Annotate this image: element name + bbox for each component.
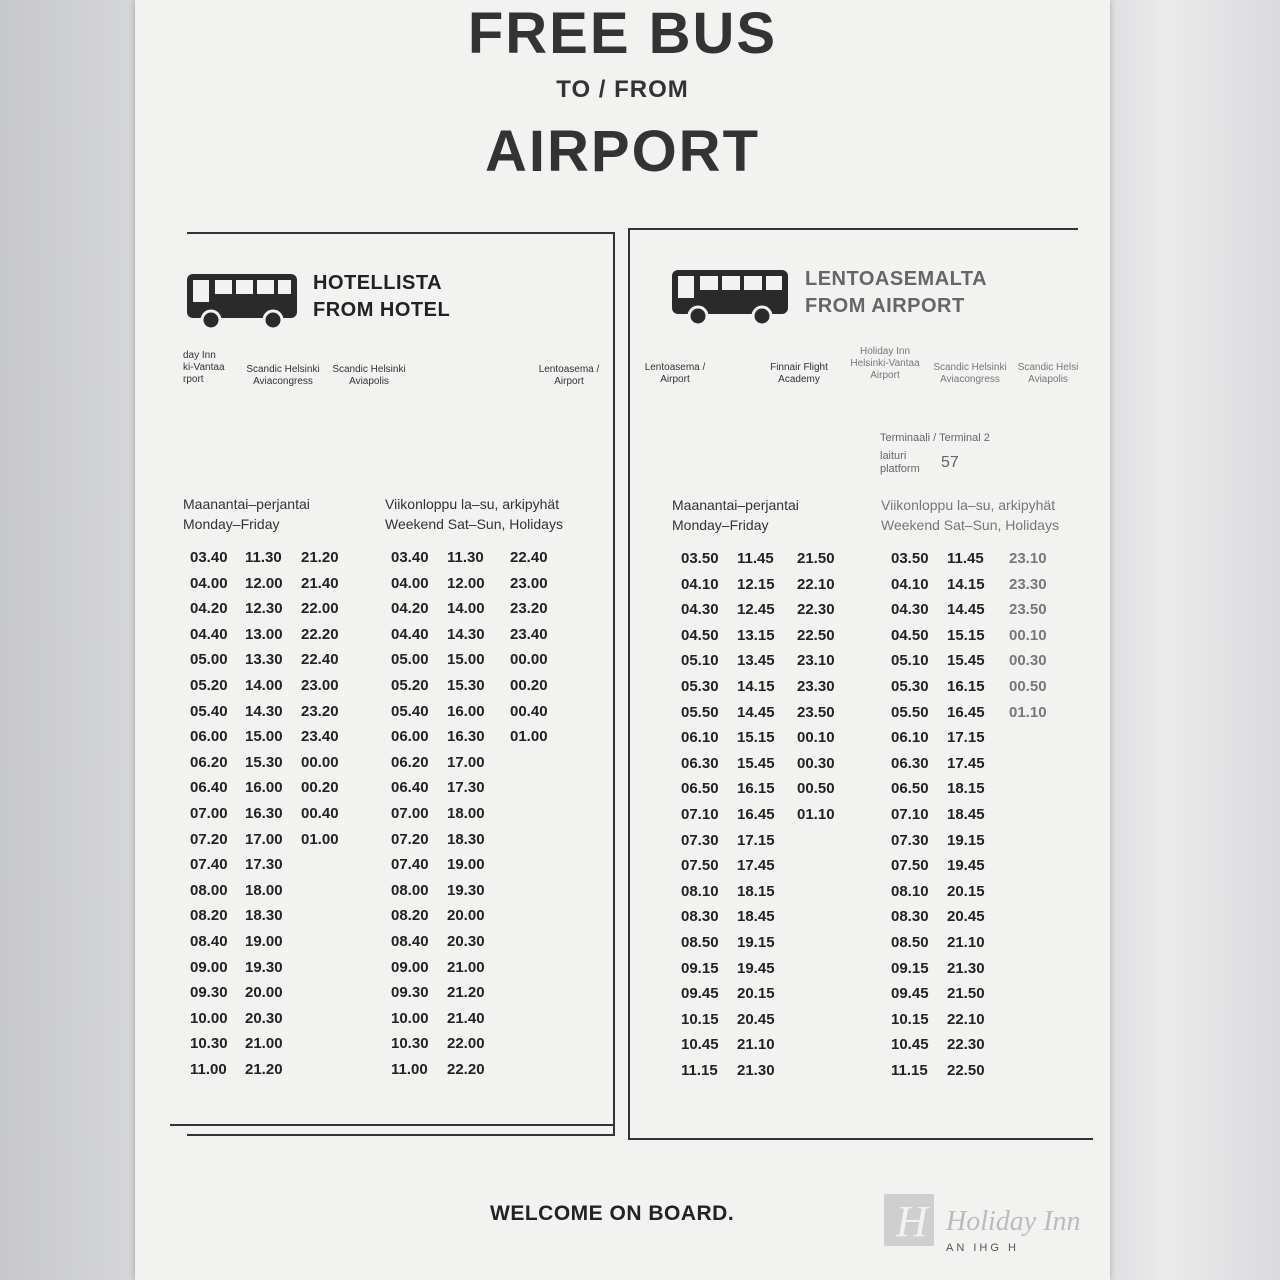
departure-time: 08.20 <box>391 907 429 925</box>
departure-time: 06.40 <box>190 779 228 797</box>
departure-time: 09.15 <box>891 959 929 977</box>
departure-time: 07.10 <box>891 805 929 823</box>
departure-time: 00.20 <box>510 676 548 694</box>
times-column <box>391 545 429 1082</box>
departure-time: 15.45 <box>947 652 985 670</box>
departure-time: 07.00 <box>391 804 429 822</box>
departure-time: 22.00 <box>301 600 339 618</box>
departure-time: 14.00 <box>245 676 283 694</box>
departure-time: 01.00 <box>301 830 339 848</box>
departure-time: 07.30 <box>891 831 929 849</box>
departure-time: 17.45 <box>737 857 775 875</box>
departure-time: 18.45 <box>947 805 985 823</box>
departure-time: 09.30 <box>391 984 429 1002</box>
background-left <box>0 0 140 1280</box>
departure-time: 22.10 <box>947 1010 985 1028</box>
departure-time: 01.10 <box>1009 703 1047 721</box>
departure-time: 15.00 <box>447 651 485 669</box>
from-hotel-stops <box>183 350 609 388</box>
departure-time: 08.30 <box>681 908 719 926</box>
stop-name: Finnair Flight Academy <box>770 362 828 385</box>
stop-name: Lentoasema / Airport <box>538 364 600 387</box>
label-fi: Viikonloppu la–su, arkipyhät <box>385 496 560 512</box>
times-column <box>510 545 548 750</box>
departure-time: 08.50 <box>891 933 929 951</box>
departure-time: 00.50 <box>797 780 835 798</box>
departure-time: 00.30 <box>1009 652 1047 670</box>
departure-time: 09.00 <box>391 958 429 976</box>
departure-time: 10.30 <box>391 1035 429 1053</box>
stop-name: Lentoasema / Airport <box>644 362 706 385</box>
departure-time: 04.40 <box>190 625 228 643</box>
departure-time: 22.20 <box>301 625 339 643</box>
departure-time: 04.00 <box>391 574 429 592</box>
departure-time: 20.15 <box>737 985 775 1003</box>
departure-time: 03.40 <box>190 549 228 566</box>
departure-time: 16.15 <box>947 677 985 695</box>
terminal-label: Terminaali / Terminal 2 <box>880 432 990 444</box>
departure-time: 11.15 <box>891 1061 928 1079</box>
departure-time: 22.30 <box>947 1036 985 1054</box>
departure-time: 21.20 <box>447 984 485 1002</box>
departure-time: 20.00 <box>245 984 283 1002</box>
departure-time: 14.00 <box>447 600 485 618</box>
departure-time: 00.20 <box>301 779 339 797</box>
departure-time: 05.10 <box>891 652 929 670</box>
departure-time: 06.40 <box>391 779 429 797</box>
departure-time: 06.20 <box>391 753 429 771</box>
departure-time: 06.50 <box>681 780 719 798</box>
stop-name: Scandic Helsinki Aviacongress <box>933 362 1007 385</box>
departure-time: 05.00 <box>391 651 429 669</box>
logo-mark-icon <box>880 1190 940 1250</box>
departure-time: 00.00 <box>510 651 548 669</box>
departure-time: 20.30 <box>245 1009 283 1027</box>
from-airport-stops <box>635 346 1083 386</box>
departure-time: 11.00 <box>190 1060 227 1078</box>
departure-time: 04.20 <box>190 600 228 618</box>
departure-time: 07.10 <box>681 805 719 823</box>
departure-time: 06.50 <box>891 780 929 798</box>
departure-time: 11.30 <box>447 549 484 566</box>
departure-time: 15.15 <box>737 729 775 747</box>
departure-time: 06.30 <box>681 754 719 772</box>
departure-time: 12.00 <box>245 574 283 592</box>
departure-time: 19.30 <box>245 958 283 976</box>
label-fi: Viikonloppu la–su, arkipyhät <box>881 497 1056 513</box>
title-to-from: TO / FROM <box>556 76 689 103</box>
departure-time: 17.00 <box>447 753 485 771</box>
departure-time: 08.00 <box>190 881 228 899</box>
departure-time: 00.10 <box>797 729 835 747</box>
departure-time: 10.15 <box>681 1010 719 1028</box>
departure-time: 22.50 <box>947 1061 985 1079</box>
departure-time: 17.30 <box>447 779 485 797</box>
departure-time: 08.50 <box>681 933 719 951</box>
times-column <box>245 545 283 1082</box>
departure-time: 20.00 <box>447 907 485 925</box>
stop-name: day Inn ki-Vantaa rport <box>183 350 225 385</box>
from-hotel-title <box>313 270 450 324</box>
departure-time: 08.10 <box>891 882 929 900</box>
departure-time: 14.30 <box>447 625 485 643</box>
times-column <box>797 546 835 828</box>
timetable-sheet <box>135 0 1110 1280</box>
departure-time: 05.20 <box>190 676 228 694</box>
departure-time: 21.40 <box>301 574 339 592</box>
title-en: FROM AIRPORT <box>805 295 965 317</box>
departure-time: 16.00 <box>245 779 283 797</box>
departure-time: 21.20 <box>301 549 339 566</box>
weekday-label <box>183 494 310 534</box>
departure-time: 08.40 <box>391 932 429 950</box>
departure-time: 16.30 <box>245 804 283 822</box>
stop-name: Scandic Helsinki Aviacongress <box>246 364 320 387</box>
departure-time: 12.45 <box>737 601 775 619</box>
times-column <box>737 546 775 1083</box>
weekday-label <box>672 495 799 535</box>
departure-time: 19.00 <box>447 856 485 874</box>
departure-time: 04.50 <box>681 626 719 644</box>
departure-time: 23.10 <box>797 652 835 670</box>
departure-time: 07.50 <box>681 857 719 875</box>
departure-time: 21.30 <box>947 959 985 977</box>
departure-time: 07.50 <box>891 857 929 875</box>
departure-time: 05.10 <box>681 652 719 670</box>
departure-time: 17.15 <box>947 729 985 747</box>
stop-name: Scandic Helsinki Aviapolis <box>332 364 406 387</box>
departure-time: 06.30 <box>891 754 929 772</box>
departure-time: 18.30 <box>447 830 485 848</box>
departure-time: 13.15 <box>737 626 775 644</box>
departure-time: 03.40 <box>391 549 429 566</box>
departure-time: 17.00 <box>245 830 283 848</box>
departure-time: 21.50 <box>947 985 985 1003</box>
departure-time: 19.00 <box>245 932 283 950</box>
departure-time: 10.00 <box>190 1009 228 1027</box>
from-airport-title <box>805 266 987 320</box>
departure-time: 11.45 <box>947 550 984 567</box>
departure-time: 20.45 <box>947 908 985 926</box>
departure-time: 19.15 <box>947 831 985 849</box>
departure-time: 09.30 <box>190 984 228 1002</box>
departure-time: 19.30 <box>447 881 485 899</box>
departure-time: 05.20 <box>391 676 429 694</box>
departure-time: 21.00 <box>447 958 485 976</box>
departure-time: 06.00 <box>190 728 228 746</box>
departure-time: 20.30 <box>447 932 485 950</box>
times-column <box>1009 546 1047 725</box>
weekend-label <box>385 494 563 534</box>
departure-time: 04.10 <box>891 575 929 593</box>
times-column <box>447 545 485 1082</box>
divider <box>170 1124 615 1126</box>
platform-label: laituri platform <box>880 450 920 475</box>
departure-time: 11.15 <box>681 1061 718 1079</box>
departure-time: 23.10 <box>1009 550 1047 567</box>
departure-time: 11.30 <box>245 549 282 566</box>
label-en: Monday–Friday <box>183 516 280 532</box>
departure-time: 00.10 <box>1009 626 1047 644</box>
departure-time: 09.00 <box>190 958 228 976</box>
departure-time: 07.20 <box>391 830 429 848</box>
title-fi: HOTELLISTA <box>313 272 443 294</box>
times-column <box>947 546 985 1083</box>
departure-time: 07.30 <box>681 831 719 849</box>
departure-time: 04.20 <box>391 600 429 618</box>
times-column <box>891 546 929 1083</box>
departure-time: 08.20 <box>190 907 228 925</box>
departure-time: 16.45 <box>947 703 985 721</box>
departure-time: 10.30 <box>190 1035 228 1053</box>
departure-time: 14.30 <box>245 702 283 720</box>
bus-icon <box>670 268 790 326</box>
departure-time: 14.15 <box>947 575 985 593</box>
label-en: Weekend Sat–Sun, Holidays <box>881 517 1059 533</box>
sheet-code: AN IHG H <box>946 1242 1019 1254</box>
departure-time: 04.40 <box>391 625 429 643</box>
departure-time: 06.10 <box>681 729 719 747</box>
departure-time: 18.00 <box>245 881 283 899</box>
departure-time: 16.45 <box>737 805 775 823</box>
departure-time: 14.45 <box>737 703 775 721</box>
departure-time: 19.45 <box>737 959 775 977</box>
departure-time: 18.30 <box>245 907 283 925</box>
title-fi: LENTOASEMALTA <box>805 268 988 290</box>
departure-time: 22.10 <box>797 575 835 593</box>
departure-time: 22.50 <box>797 626 835 644</box>
departure-time: 08.40 <box>190 932 228 950</box>
departure-time: 23.30 <box>1009 575 1047 593</box>
departure-time: 05.00 <box>190 651 228 669</box>
departure-time: 04.50 <box>891 626 929 644</box>
platform-number: 57 <box>941 454 959 471</box>
departure-time: 09.45 <box>891 985 929 1003</box>
departure-time: 14.45 <box>947 601 985 619</box>
departure-time: 16.15 <box>737 780 775 798</box>
departure-time: 05.30 <box>681 677 719 695</box>
departure-time: 21.10 <box>947 933 985 951</box>
departure-time: 16.30 <box>447 728 485 746</box>
departure-time: 18.45 <box>737 908 775 926</box>
departure-time: 11.00 <box>391 1060 428 1078</box>
departure-time: 22.40 <box>301 651 339 669</box>
logo-text: Holiday Inn <box>946 1206 1081 1237</box>
departure-time: 08.30 <box>891 908 929 926</box>
departure-time: 21.50 <box>797 550 835 567</box>
departure-time: 23.40 <box>301 728 339 746</box>
departure-time: 17.15 <box>737 831 775 849</box>
title-en: FROM HOTEL <box>313 299 451 321</box>
departure-time: 17.45 <box>947 754 985 772</box>
departure-time: 17.30 <box>245 856 283 874</box>
departure-time: 14.15 <box>737 677 775 695</box>
departure-time: 13.45 <box>737 652 775 670</box>
departure-time: 05.40 <box>391 702 429 720</box>
divider <box>628 1138 1093 1140</box>
departure-time: 11.45 <box>737 550 774 567</box>
departure-time: 18.15 <box>947 780 985 798</box>
label-en: Monday–Friday <box>672 517 769 533</box>
departure-time: 22.00 <box>447 1035 485 1053</box>
departure-time: 09.15 <box>681 959 719 977</box>
departure-time: 21.30 <box>737 1061 775 1079</box>
departure-time: 07.40 <box>190 856 228 874</box>
welcome-message: WELCOME ON BOARD. <box>490 1202 735 1225</box>
departure-time: 23.50 <box>1009 601 1047 619</box>
departure-time: 09.45 <box>681 985 719 1003</box>
departure-time: 12.30 <box>245 600 283 618</box>
departure-time: 06.10 <box>891 729 929 747</box>
departure-time: 05.50 <box>891 703 929 721</box>
departure-time: 23.00 <box>301 676 339 694</box>
title-airport: AIRPORT <box>485 119 760 184</box>
departure-time: 03.50 <box>891 550 929 567</box>
departure-time: 07.00 <box>190 804 228 822</box>
departure-time: 05.50 <box>681 703 719 721</box>
departure-time: 00.40 <box>510 702 548 720</box>
times-column <box>190 545 228 1082</box>
departure-time: 05.30 <box>891 677 929 695</box>
title-free-bus: FREE BUS <box>467 1 778 66</box>
departure-time: 23.00 <box>510 574 548 592</box>
departure-time: 06.00 <box>391 728 429 746</box>
departure-time: 12.00 <box>447 574 485 592</box>
departure-time: 19.15 <box>737 933 775 951</box>
departure-time: 00.30 <box>797 754 835 772</box>
label-en: Weekend Sat–Sun, Holidays <box>385 516 563 532</box>
svg-text:H: H <box>896 1197 928 1246</box>
times-column <box>301 545 339 852</box>
departure-time: 13.00 <box>245 625 283 643</box>
departure-time: 18.00 <box>447 804 485 822</box>
departure-time: 08.10 <box>681 882 719 900</box>
label-fi: Maanantai–perjantai <box>672 497 799 513</box>
departure-time: 20.45 <box>737 1010 775 1028</box>
stop-name: Scandic Helsi Aviapolis <box>1017 362 1079 385</box>
departure-time: 15.30 <box>245 753 283 771</box>
divider <box>187 232 615 234</box>
departure-time: 21.00 <box>245 1035 283 1053</box>
departure-time: 01.00 <box>510 728 548 746</box>
departure-time: 10.45 <box>681 1036 719 1054</box>
departure-time: 10.00 <box>391 1009 429 1027</box>
departure-time: 18.15 <box>737 882 775 900</box>
departure-time: 07.20 <box>190 830 228 848</box>
departure-time: 21.40 <box>447 1009 485 1027</box>
bus-icon <box>185 272 299 330</box>
departure-time: 04.30 <box>891 601 929 619</box>
departure-time: 22.20 <box>447 1060 485 1078</box>
departure-time: 16.00 <box>447 702 485 720</box>
departure-time: 04.00 <box>190 574 228 592</box>
departure-time: 15.00 <box>245 728 283 746</box>
departure-time: 10.45 <box>891 1036 929 1054</box>
departure-time: 10.15 <box>891 1010 929 1028</box>
departure-time: 22.40 <box>510 549 548 566</box>
departure-time: 15.15 <box>947 626 985 644</box>
departure-time: 08.00 <box>391 881 429 899</box>
background-right <box>1090 0 1280 1280</box>
departure-time: 04.30 <box>681 601 719 619</box>
label-fi: Maanantai–perjantai <box>183 496 310 512</box>
departure-time: 20.15 <box>947 882 985 900</box>
departure-time: 21.10 <box>737 1036 775 1054</box>
departure-time: 23.30 <box>797 677 835 695</box>
departure-time: 07.40 <box>391 856 429 874</box>
weekend-label <box>881 495 1059 535</box>
departure-time: 06.20 <box>190 753 228 771</box>
departure-time: 13.30 <box>245 651 283 669</box>
stop-name: Holiday Inn Helsinki-Vantaa Airport <box>850 346 920 381</box>
departure-time: 00.50 <box>1009 677 1047 695</box>
departure-time: 23.20 <box>510 600 548 618</box>
departure-time: 01.10 <box>797 805 835 823</box>
departure-time: 23.50 <box>797 703 835 721</box>
departure-time: 19.45 <box>947 857 985 875</box>
departure-time: 21.20 <box>245 1060 283 1078</box>
times-column <box>681 546 719 1083</box>
departure-time: 04.10 <box>681 575 719 593</box>
departure-time: 22.30 <box>797 601 835 619</box>
departure-time: 15.45 <box>737 754 775 772</box>
departure-time: 00.40 <box>301 804 339 822</box>
departure-time: 03.50 <box>681 550 719 567</box>
departure-time: 23.20 <box>301 702 339 720</box>
departure-time: 05.40 <box>190 702 228 720</box>
holiday-inn-logo <box>880 1190 1120 1270</box>
departure-time: 23.40 <box>510 625 548 643</box>
departure-time: 12.15 <box>737 575 775 593</box>
departure-time: 00.00 <box>301 753 339 771</box>
departure-time: 15.30 <box>447 676 485 694</box>
